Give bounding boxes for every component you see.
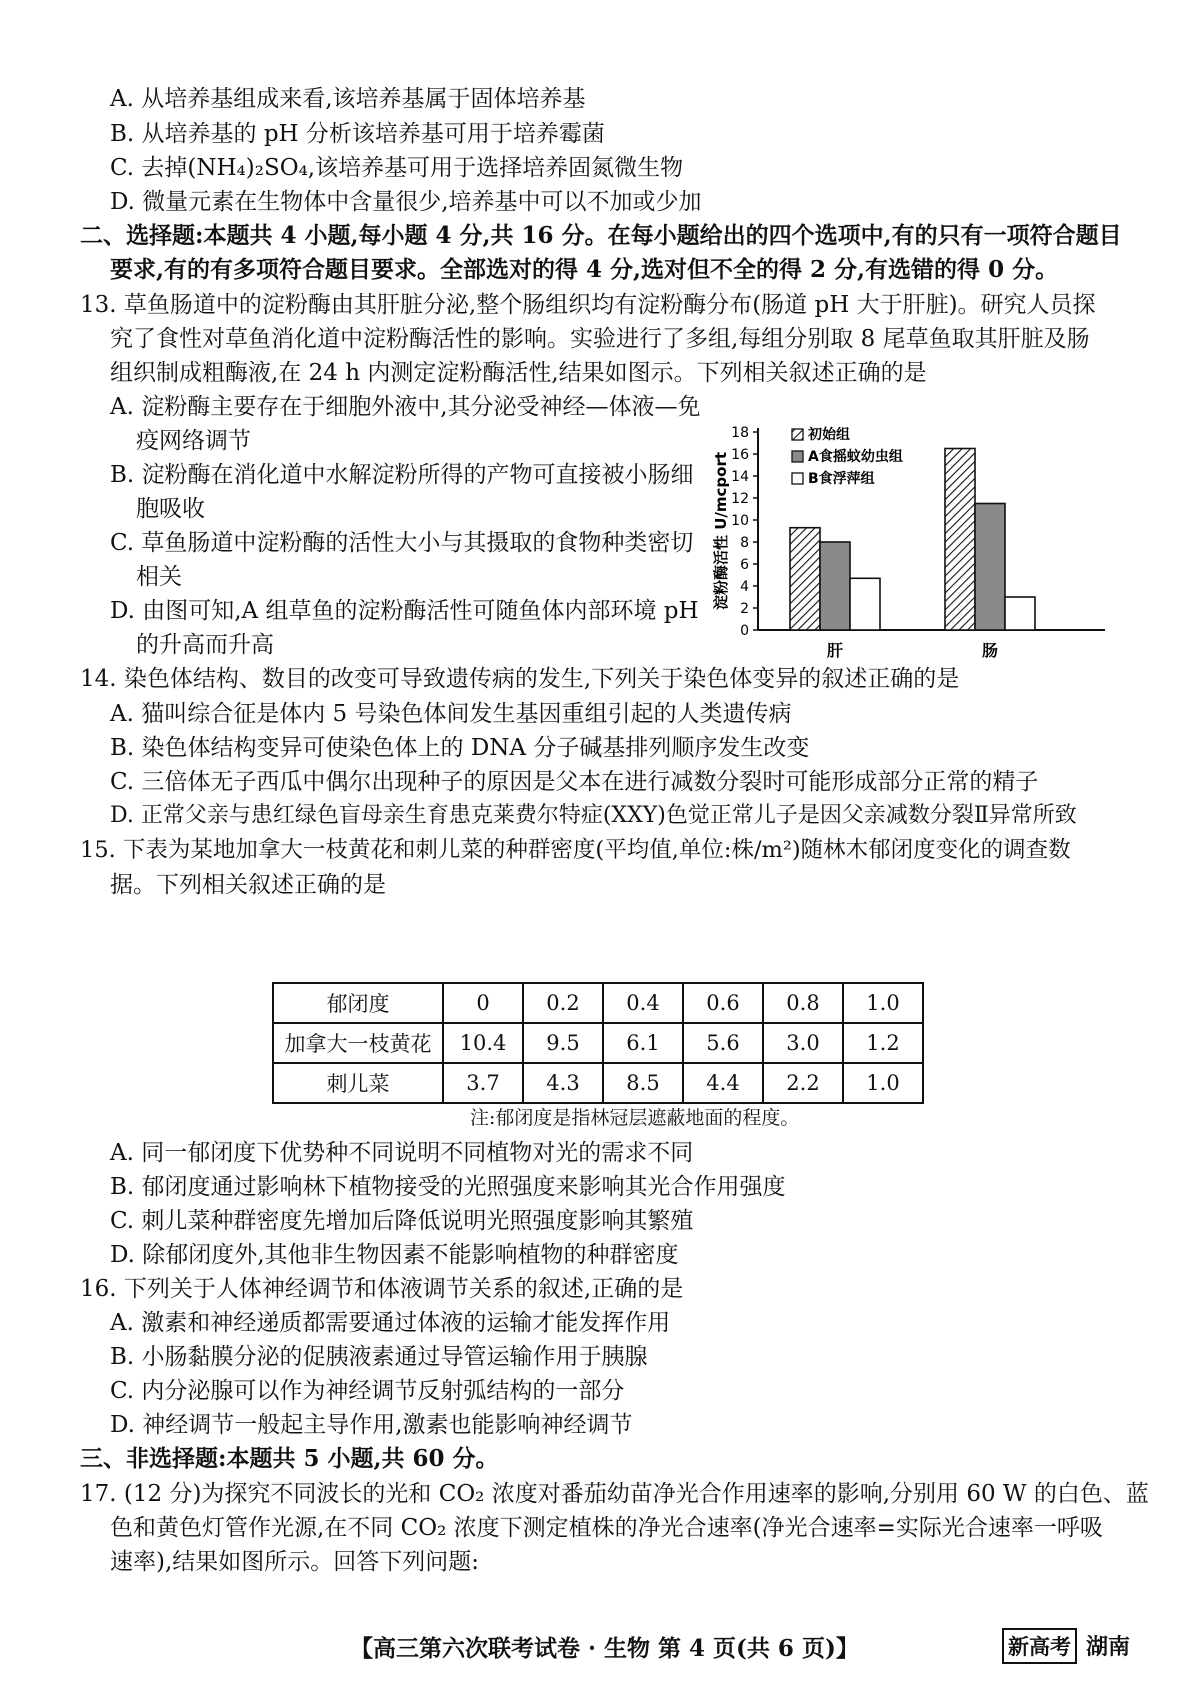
q13-option-c-cont: 相关 (136, 564, 182, 590)
legend-label: A食摇蚊幼虫组 (808, 449, 903, 465)
y-tick-label: 4 (740, 579, 749, 595)
bar-1-intestine (945, 449, 975, 631)
legend-swatch (792, 451, 803, 462)
bar-2-liver (820, 542, 850, 630)
q16-option-b: B. 小肠黏膜分泌的促胰液素通过导管运输作用于胰腺 (110, 1344, 648, 1370)
q14-option-d: D. 正常父亲与患红绿色盲母亲生育患克莱费尔特症(XXY)色觉正常儿子是因父亲减数分裂Ⅱ异常所致 (110, 803, 1077, 828)
table-cell: 1.2 (843, 1023, 923, 1063)
table-cell: 0.8 (763, 983, 843, 1023)
y-tick-label: 0 (740, 623, 749, 639)
legend-swatch (792, 473, 803, 484)
q17-stem: 17. (12 分)为探究不同波长的光和 CO₂ 浓度对番茄幼苗净光合作用速率的影响,分别用 60 W 的白色、蓝 (80, 1481, 1149, 1507)
y-tick-label: 14 (731, 469, 749, 485)
prev-option-a: A. 从培养基组成来看,该培养基属于固体培养基 (110, 86, 586, 112)
section2-heading-cont: 要求,有的有多项符合题目要求。全部选对的得 4 分,选对但不全的得 2 分,有选错的得 0 分。 (110, 256, 1059, 283)
table-cell: 1.0 (843, 1063, 923, 1103)
table-cell: 9.5 (523, 1023, 603, 1063)
table-cell: 0.2 (523, 983, 603, 1023)
table-cell: 1.0 (843, 983, 923, 1023)
density-table (272, 982, 924, 1104)
table-row-header: 加拿大一枝黄花 (273, 1023, 443, 1063)
q13-option-b: B. 淀粉酶在消化道中水解淀粉所得的产物可直接被小肠细 (110, 462, 694, 488)
prev-option-d: D. 微量元素在生物体中含量很少,培养基中可以不加或少加 (110, 189, 702, 215)
table-cell: 8.5 (603, 1063, 683, 1103)
q13-option-a-cont: 疫网络调节 (136, 428, 251, 454)
q14-option-a: A. 猫叫综合征是体内 5 号染色体间发生基因重组引起的人类遗传病 (110, 701, 792, 727)
legend-label: B食浮萍组 (808, 471, 875, 487)
q15-option-c: C. 刺儿菜种群密度先增加后降低说明光照强度影响其繁殖 (110, 1208, 694, 1234)
q17-stem-cont: 速率),结果如图所示。回答下列问题: (110, 1549, 480, 1575)
table-cell: 0.6 (683, 983, 763, 1023)
table-row-header: 郁闭度 (273, 983, 443, 1023)
q15-stem-cont: 据。下列相关叙述正确的是 (110, 872, 386, 898)
q15-option-d: D. 除郁闭度外,其他非生物因素不能影响植物的种群密度 (110, 1242, 679, 1268)
section3-heading: 三、非选择题:本题共 5 小题,共 60 分。 (80, 1445, 499, 1472)
q13-stem: 13. 草鱼肠道中的淀粉酶由其肝脏分泌,整个肠组织均有淀粉酶分布(肠道 pH 大于肝脏)。研究人员探 (80, 292, 1096, 318)
table-row-goldenrod (273, 1023, 923, 1063)
table-cell: 10.4 (443, 1023, 523, 1063)
legend-label: 初始组 (808, 427, 850, 443)
region-label: 湖南 (1086, 1634, 1131, 1660)
q16-stem: 16. 下列关于人体神经调节和体液调节关系的叙述,正确的是 (80, 1276, 684, 1302)
table-cell: 0.4 (603, 983, 683, 1023)
page-footer: 【高三第六次联考试卷 · 生物 第 4 页(共 6 页)】 (350, 1635, 859, 1662)
q16-option-d: D. 神经调节一般起主导作用,激素也能影响神经调节 (110, 1412, 633, 1438)
q17-stem-cont: 色和黄色灯管作光源,在不同 CO₂ 浓度下测定植株的净光合速率(净光合速率=实际光合速率一呼吸 (110, 1515, 1103, 1541)
table-row-header: 刺儿菜 (273, 1063, 443, 1103)
bar-3-liver (850, 578, 880, 630)
x-category-label: 肠 (981, 641, 999, 660)
table-cell: 4.3 (523, 1063, 603, 1103)
q14-option-c: C. 三倍体无子西瓜中偶尔出现种子的原因是父本在进行减数分裂时可能形成部分正常的精子 (110, 769, 1039, 795)
y-axis-label: 淀粉酶活性 U/mcport (712, 451, 730, 611)
bar-1-liver (790, 528, 820, 630)
q13-option-d-cont: 的升高而升高 (136, 632, 274, 658)
q13-option-c: C. 草鱼肠道中淀粉酶的活性大小与其摄取的食物种类密切 (110, 530, 694, 556)
q14-stem: 14. 染色体结构、数目的改变可导致遗传病的发生,下列关于染色体变异的叙述正确的是 (80, 666, 960, 692)
bar-2-intestine (975, 504, 1005, 631)
table-cell: 5.6 (683, 1023, 763, 1063)
table-cell: 0 (443, 983, 523, 1023)
q14-option-b: B. 染色体结构变异可使染色体上的 DNA 分子碱基排列顺序发生改变 (110, 735, 810, 761)
x-category-label: 肝 (826, 641, 844, 660)
q15-option-a: A. 同一郁闭度下优势种不同说明不同植物对光的需求不同 (110, 1140, 694, 1166)
table-cell: 6.1 (603, 1023, 683, 1063)
amylase-activity-chart (710, 420, 1110, 675)
q16-option-c: C. 内分泌腺可以作为神经调节反射弧结构的一部分 (110, 1378, 625, 1404)
prev-option-b: B. 从培养基的 pH 分析该培养基可用于培养霉菌 (110, 121, 605, 147)
y-tick-label: 18 (731, 425, 749, 441)
table-row-thistle (273, 1063, 923, 1103)
y-tick-label: 12 (731, 491, 749, 507)
legend-swatch (792, 429, 803, 440)
q15-stem: 15. 下表为某地加拿大一枝黄花和刺儿菜的种群密度(平均值,单位:株/m²)随林木郁闭度变化的调查数 (80, 837, 1071, 863)
q15-option-b: B. 郁闭度通过影响林下植物接受的光照强度来影响其光合作用强度 (110, 1174, 786, 1200)
bar-3-intestine (1005, 597, 1035, 630)
table-cell: 3.7 (443, 1063, 523, 1103)
table-note: 注:郁闭度是指林冠层遮蔽地面的程度。 (470, 1107, 800, 1129)
q13-option-a: A. 淀粉酶主要存在于细胞外液中,其分泌受神经—体液—免 (110, 394, 701, 420)
q13-option-b-cont: 胞吸收 (136, 496, 205, 522)
y-tick-label: 2 (740, 601, 749, 617)
exam-badge: 新高考 (1002, 1628, 1077, 1664)
q13-stem-cont: 究了食性对草鱼消化道中淀粉酶活性的影响。实验进行了多组,每组分别取 8 尾草鱼取其肝脏及肠 (110, 326, 1090, 352)
table-cell: 2.2 (763, 1063, 843, 1103)
q13-stem-cont: 组织制成粗酶液,在 24 h 内测定淀粉酶活性,结果如图示。下列相关叙述正确的是 (110, 360, 927, 386)
y-tick-label: 6 (740, 557, 749, 573)
prev-option-c: C. 去掉(NH₄)₂SO₄,该培养基可用于选择培养固氮微生物 (110, 155, 684, 181)
y-tick-label: 16 (731, 447, 749, 463)
table-cell: 4.4 (683, 1063, 763, 1103)
y-tick-label: 8 (740, 535, 749, 551)
q13-option-d: D. 由图可知,A 组草鱼的淀粉酶活性可随鱼体内部环境 pH (110, 598, 699, 624)
table-cell: 3.0 (763, 1023, 843, 1063)
y-tick-label: 10 (731, 513, 749, 529)
q16-option-a: A. 激素和神经递质都需要通过体液的运输才能发挥作用 (110, 1310, 671, 1336)
table-row-canopy (273, 983, 923, 1023)
section2-heading: 二、选择题:本题共 4 小题,每小题 4 分,共 16 分。在每小题给出的四个选项中,有的只有一项符合题目 (80, 222, 1122, 249)
